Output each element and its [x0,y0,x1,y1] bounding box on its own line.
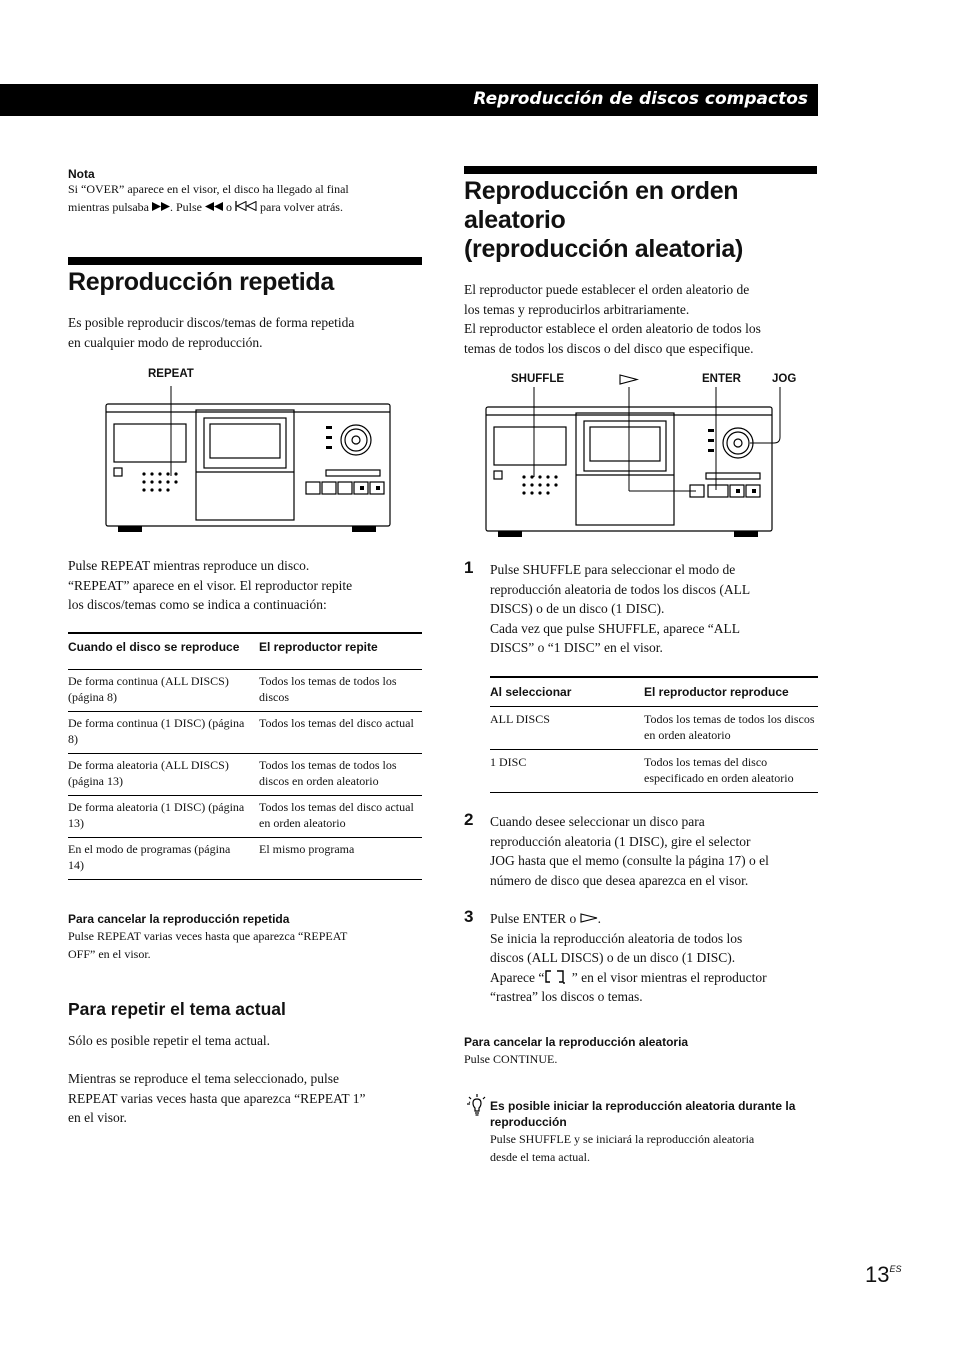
text-line: DISCS” o “1 DISC” en el visor. [490,640,663,655]
step3-text [490,909,820,1007]
table-cell: De forma aleatoria (1 DISC) (página 13) [68,796,259,838]
shuffle-diagram-label: SHUFFLE [511,373,565,385]
shuffle-section-title [464,177,743,264]
text-part: Pulse ENTER o [490,911,580,926]
repeat-cancel-title: Para cancelar la reproducción repetida [68,912,290,926]
table-cell: 1 DISC [490,750,644,793]
text-line: en el visor. [68,1110,127,1125]
repeat-diagram-label: REPEAT [148,368,194,380]
table-cell: De forma aleatoria (ALL DISCS) (página 13) [68,754,259,796]
section-rule [68,257,422,265]
table-row [490,707,818,750]
note-text [68,180,428,216]
note-title: Nota [68,167,95,181]
play-icon [580,913,598,923]
step-number: 3 [464,907,474,926]
repeat-current-p1: Sólo es posible repetir el tema actual. [68,1033,271,1048]
table-header-row [68,633,422,670]
table-cell: Todos los temas del disco actual [259,712,422,754]
table-cell: Todos los temas de todos los discos en orden aleatorio [259,754,422,796]
text-line: Pulse REPEAT varias veces hasta que aparezca “REPEAT [68,929,348,943]
table-cell: De forma continua (ALL DISCS) (página 8) [68,670,259,712]
shuffle-table [490,676,818,793]
text-line: JOG hasta que el memo (consulte la página 17) o el [490,853,769,868]
enter-diagram-label: ENTER [702,373,741,385]
table-header-cell: Al seleccionar [490,685,572,699]
previous-track-icon [235,201,257,211]
shuffle-cancel-text: Pulse CONTINUE. [464,1052,558,1066]
note-text-part: o [223,200,235,214]
text-line: Pulse SHUFFLE para seleccionar el modo de [490,562,736,577]
tip-title [490,1098,820,1130]
text-line: Cada vez que pulse SHUFFLE, aparece “ALL [490,620,741,636]
step1-text [490,560,820,658]
repeat-cancel-text [68,927,428,963]
title-line: aleatorio [464,206,566,234]
table-row [68,754,422,796]
page-number-value: 13 [865,1262,890,1287]
text-line: Es posible iniciar la reproducción aleatoria durante la [490,1099,796,1113]
text-line: temas de todos los discos o del disco que especifique. [464,340,754,356]
play-icon [619,374,639,385]
note-line [68,198,428,216]
repeat-current-subtitle: Para repetir el tema actual [68,999,286,1019]
text-line: “REPEAT” aparece en el visor. El reproductor repite [68,577,353,593]
table-row [490,750,818,793]
fast-forward-icon [152,202,170,211]
note-text-part: mientras pulsaba [68,200,152,214]
text-line: Se inicia la reproducción aleatoria de todos los [490,930,743,946]
table-cell: Todos los temas del disco actual en orden aleatorio [259,796,422,838]
rewind-icon [205,202,223,211]
text-part: Aparece “ [490,969,545,985]
text-line: discos (ALL DISCS) o de un disco (1 DISC). [490,950,736,965]
table-cell: Todos los temas de todos los discos en orden aleatorio [644,707,818,750]
text-line: El reproductor puede establecer el orden aleatorio de [464,282,750,297]
text-line: REPEAT varias veces hasta que aparezca “REPEAT 1” [68,1090,366,1106]
text-line [490,909,820,929]
note-line: Si “OVER” aparece en el visor, el disco ha llegado al final [68,182,349,196]
text-line: reproducción [490,1115,567,1129]
table-cell: El mismo programa [259,838,422,880]
text-line: Cuando desee seleccionar un disco para [490,814,705,829]
text-line: desde el tema actual. [490,1150,590,1164]
table-row [68,838,422,880]
title-line: Reproducción en orden [464,177,739,205]
page-number [865,1262,902,1288]
cd-player-shuffle-diagram [480,385,800,545]
tip-text [490,1130,820,1166]
table-row [68,712,422,754]
text-line: en cualquier modo de reproducción. [68,334,263,350]
step-number: 1 [464,558,474,577]
page-number-suffix: ES [889,1264,902,1274]
text-line: OFF” en el visor. [68,947,151,961]
table-cell: En el modo de programas (página 14) [68,838,259,880]
repeat-current-p2 [68,1069,428,1128]
text-line: Mientras se reproduce el tema seleccionado, pulse [68,1071,340,1086]
text-line: reproducción aleatoria de todos los discos (ALL [490,581,751,597]
table-cell: Todos los temas de todos los discos [259,670,422,712]
text-line: reproducción aleatoria (1 DISC), gire el selector [490,833,751,849]
tip-lightbulb-icon [465,1094,487,1120]
repeat-table [68,632,422,880]
table-cell: De forma continua (1 DISC) (página 8) [68,712,259,754]
table-header-cell: El reproductor repite [259,640,378,654]
repeat-section-title: Reproducción repetida [68,268,334,296]
text-line: número de disco que desea aparezca en el visor. [490,872,749,888]
text-line: Es posible reproducir discos/temas de forma repetida [68,315,355,330]
repeat-intro [68,313,428,352]
section-rule [464,166,817,174]
cd-player-diagram [100,382,396,538]
jog-diagram-label: JOG [772,373,797,385]
shuffle-display-icon [544,970,568,984]
table-row [68,670,422,712]
text-line [490,968,820,988]
table-cell: ALL DISCS [490,707,644,750]
title-line: (reproducción aleatoria) [464,235,743,263]
section-header-title: Reproducción de discos compactos [473,89,808,109]
table-header-row [490,677,818,707]
text-line: Pulse REPEAT mientras reproduce un disco. [68,558,310,573]
table-header-cell: Cuando el disco se reproduce [68,640,240,654]
shuffle-intro [464,280,824,358]
table-header-cell: El reproductor reproduce [644,685,789,699]
shuffle-cancel-title: Para cancelar la reproducción aleatoria [464,1035,689,1049]
text-part: . [597,911,601,926]
text-line: “rastrea” los discos o temas. [490,989,643,1004]
repeat-after-text [68,556,428,615]
text-line: los temas y reproducirlos arbitrariamente. [464,301,690,317]
table-row [68,796,422,838]
text-line: Pulse SHUFFLE y se iniciará la reproducción aleatoria [490,1132,755,1146]
note-text-part: . Pulse [169,200,205,214]
text-line: DISCS) o de un disco (1 DISC). [490,601,665,616]
text-line: El reproductor establece el orden aleatorio de todos los [464,321,761,336]
text-part: ” en el visor mientras el reproductor [568,969,767,985]
table-cell: Todos los temas del disco especificado en orden aleatorio [644,750,818,793]
step2-text [490,812,820,890]
note-text-part: para volver atrás. [257,200,343,214]
step-number: 2 [464,810,474,829]
text-line: los discos/temas como se indica a continuación: [68,597,327,612]
